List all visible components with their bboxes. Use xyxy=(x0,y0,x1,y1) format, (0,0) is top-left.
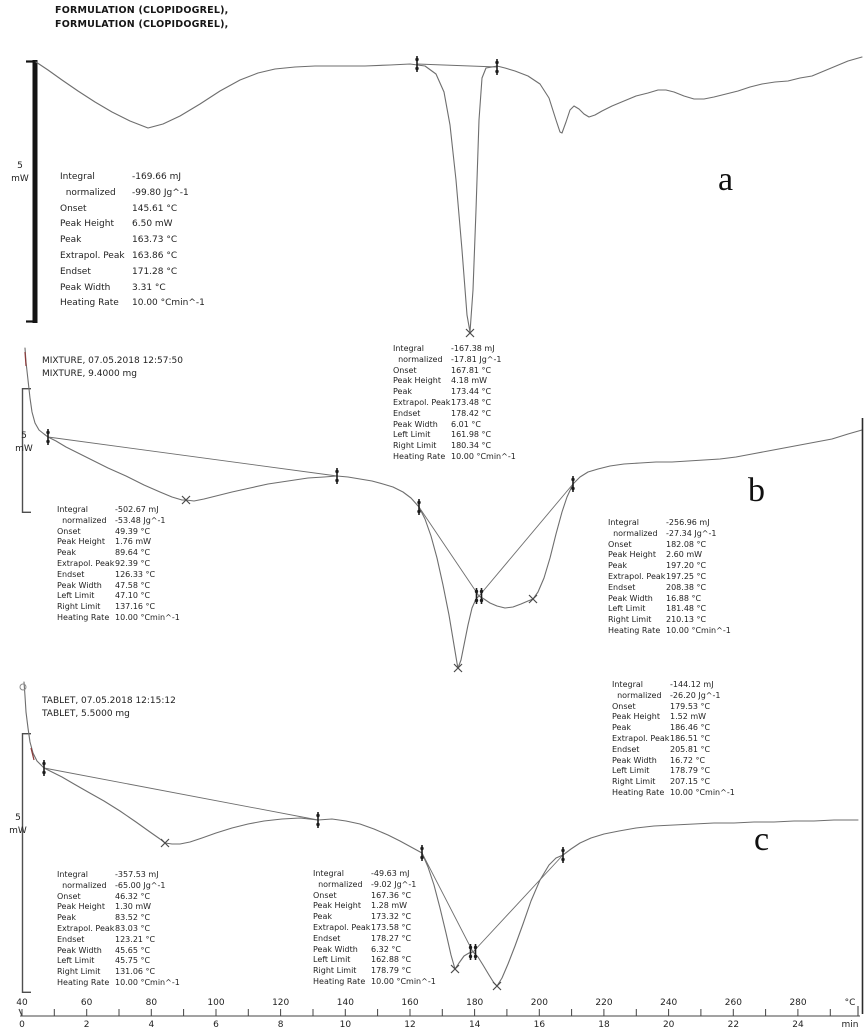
analysis-row xyxy=(57,591,180,602)
analysis-label: Peak Width xyxy=(393,419,438,429)
analysis-row xyxy=(608,604,731,615)
analysis-value: 178.79 °C xyxy=(670,766,711,776)
axis-time-label: 8 xyxy=(277,1020,284,1030)
axis-time-label: 10 xyxy=(339,1020,352,1030)
analysis-value: 10.00 °Cmin^-1 xyxy=(115,977,180,987)
analysis-row xyxy=(60,296,205,312)
analysis-value: 16.72 °C xyxy=(670,755,706,765)
analysis-label: Extrapol. Peak xyxy=(57,923,115,933)
analysis-row xyxy=(608,594,731,605)
analysis-row xyxy=(57,978,180,989)
analysis-row xyxy=(57,548,180,559)
analysis-label: Peak Width xyxy=(60,282,111,293)
scale-unit: mW xyxy=(11,174,29,184)
analysis-value: 45.75 °C xyxy=(115,956,151,966)
scale-value: 5 xyxy=(21,431,27,441)
analysis-label: Heating Rate xyxy=(57,612,110,622)
axis-time-label: 16 xyxy=(533,1020,546,1030)
analysis-value: 4.18 mW xyxy=(451,376,488,386)
analysis-row xyxy=(612,702,735,713)
analysis-value: 126.33 °C xyxy=(115,569,156,579)
analysis-value: -17.81 Jg^-1 xyxy=(451,354,502,364)
analysis-value: 1.76 mW xyxy=(115,537,152,547)
analysis-label: Peak Width xyxy=(57,945,102,955)
analysis-value: 197.25 °C xyxy=(666,571,707,581)
sample-info-c-2: TABLET, 5.5000 mg xyxy=(42,709,130,719)
analysis-label: normalized xyxy=(313,879,363,889)
analysis-row xyxy=(608,518,731,529)
analysis-value: -49.63 mJ xyxy=(371,869,410,878)
analysis-label: Peak xyxy=(57,913,76,923)
analysis-label: Integral xyxy=(612,680,643,689)
analysis-value: 182.08 °C xyxy=(666,539,707,549)
analysis-value: 167.36 °C xyxy=(371,890,412,900)
analysis-row xyxy=(313,966,436,977)
analysis-row xyxy=(313,869,436,880)
analysis-value: 178.27 °C xyxy=(371,933,412,943)
analysis-value: 10.00 °Cmin^-1 xyxy=(371,976,436,986)
analysis-value: -99.80 Jg^-1 xyxy=(132,187,189,198)
analysis-row xyxy=(393,441,516,452)
axis-time-label: 2 xyxy=(83,1020,90,1030)
axis-temp-label: 60 xyxy=(80,998,93,1008)
analysis-label: Onset xyxy=(608,539,632,549)
analysis-value: 180.34 °C xyxy=(451,441,492,451)
axis-time-label: 18 xyxy=(598,1020,610,1030)
analysis-value: 6.01 °C xyxy=(451,419,481,429)
axis-temp-label: 280 xyxy=(789,998,807,1008)
analysis-label: normalized xyxy=(57,515,107,525)
analysis-row xyxy=(612,777,735,788)
analysis-label: Right Limit xyxy=(393,441,437,451)
analysis-label: Endset xyxy=(57,934,85,944)
analysis-value: 181.48 °C xyxy=(666,604,707,614)
axis-temp-label: 160 xyxy=(401,998,419,1008)
title-line-2: FORMULATION (CLOPIDOGREL), xyxy=(55,18,229,30)
analysis-label: normalized xyxy=(612,690,662,700)
analysis-value: -65.00 Jg^-1 xyxy=(115,880,166,890)
analysis-value: 10.00 °Cmin^-1 xyxy=(451,451,516,461)
analysis-value: -26.20 Jg^-1 xyxy=(670,690,721,700)
analysis-label: Heating Rate xyxy=(313,976,366,986)
analysis-row xyxy=(313,977,436,988)
analysis-value: 47.10 °C xyxy=(115,591,151,601)
analysis-value: 173.44 °C xyxy=(451,387,492,397)
analysis-label: Integral xyxy=(313,869,344,878)
analysis-value: 10.00 °Cmin^-1 xyxy=(666,625,731,635)
analysis-label: Peak Width xyxy=(608,593,653,603)
sample-info-b-2: MIXTURE, 9.4000 mg xyxy=(42,369,138,379)
analysis-value: 173.58 °C xyxy=(371,922,412,932)
analysis-block-b2 xyxy=(57,505,180,624)
analysis-row xyxy=(60,265,205,281)
analysis-value: 197.20 °C xyxy=(666,561,707,571)
panel-label-a: a xyxy=(718,161,734,198)
analysis-label: Peak Height xyxy=(313,901,361,911)
page-title xyxy=(55,4,228,31)
analysis-row xyxy=(57,581,180,592)
peak-x-mark xyxy=(493,982,501,990)
analysis-row xyxy=(313,934,436,945)
analysis-value: 208.38 °C xyxy=(666,582,707,592)
analysis-label: Onset xyxy=(612,701,636,711)
analysis-row xyxy=(393,344,516,355)
analysis-value: 123.21 °C xyxy=(115,934,156,944)
axis-temp-label: 40 xyxy=(16,998,28,1008)
analysis-label: Integral xyxy=(57,505,88,514)
x-axis-ticks xyxy=(22,1009,830,1016)
axis-temp-label: 80 xyxy=(145,998,158,1008)
peak-x-mark xyxy=(451,965,459,973)
analysis-label: Peak Width xyxy=(612,755,657,765)
axis-time-label: 22 xyxy=(727,1020,740,1030)
sample-info-c-1: TABLET, 07.05.2018 12:15:12 xyxy=(42,696,176,706)
analysis-row xyxy=(608,626,731,637)
analysis-value: 10.00 °Cmin^-1 xyxy=(132,298,205,309)
analysis-label: Heating Rate xyxy=(612,787,665,797)
analysis-label: Left Limit xyxy=(608,604,646,614)
analysis-value: 83.52 °C xyxy=(115,913,151,923)
analysis-label: normalized xyxy=(60,187,116,198)
analysis-label: Right Limit xyxy=(57,602,101,612)
title-line-1: FORMULATION (CLOPIDOGREL), xyxy=(55,5,229,16)
analysis-row xyxy=(57,913,180,924)
analysis-value: 46.32 °C xyxy=(115,891,151,901)
axis-time-unit: min xyxy=(841,1020,859,1030)
analysis-value: 163.73 °C xyxy=(132,235,178,246)
analysis-block-c1 xyxy=(612,680,735,799)
analysis-label: normalized xyxy=(57,880,107,890)
scale-value: 5 xyxy=(17,161,23,171)
analysis-value: 6.32 °C xyxy=(371,944,401,954)
analysis-value: 145.61 °C xyxy=(132,203,178,214)
analysis-row xyxy=(612,723,735,734)
analysis-row xyxy=(608,529,731,540)
analysis-row xyxy=(313,945,436,956)
analysis-row xyxy=(608,572,731,583)
scale-bracket-c xyxy=(23,733,32,993)
limit-marker xyxy=(475,588,478,604)
analysis-label: Endset xyxy=(60,266,91,277)
analysis-value: 173.48 °C xyxy=(451,397,492,407)
analysis-row xyxy=(393,430,516,441)
analysis-label: Peak Width xyxy=(57,580,102,590)
analysis-label: Left Limit xyxy=(393,430,431,440)
analysis-label: Onset xyxy=(313,890,337,900)
analysis-value: -144.12 mJ xyxy=(670,680,714,689)
analysis-value: 6.50 mW xyxy=(132,219,173,230)
analysis-value: 3.31 °C xyxy=(132,282,166,293)
axis-time-label: 24 xyxy=(792,1020,804,1030)
scale-bar-label-a xyxy=(4,160,36,186)
analysis-value: -502.67 mJ xyxy=(115,505,159,514)
axis-temp-unit: °C xyxy=(844,998,856,1008)
limit-marker xyxy=(480,588,483,604)
analysis-row xyxy=(393,420,516,431)
sample-info-b-1: MIXTURE, 07.05.2018 12:57:50 xyxy=(42,356,183,366)
analysis-row xyxy=(612,745,735,756)
analysis-value: 210.13 °C xyxy=(666,615,707,625)
axis-time-label: 14 xyxy=(468,1020,481,1030)
analysis-label: Extrapol. Peak xyxy=(57,558,115,568)
analysis-block-a1 xyxy=(60,170,205,312)
analysis-value: 131.06 °C xyxy=(115,967,156,977)
axis-tick-marks xyxy=(22,1009,830,1016)
analysis-label: Peak xyxy=(313,912,332,922)
analysis-value: 173.32 °C xyxy=(371,912,412,922)
analysis-label: Endset xyxy=(393,408,421,418)
analysis-label: Endset xyxy=(608,582,636,592)
analysis-value: 10.00 °Cmin^-1 xyxy=(670,787,735,797)
analysis-label: Heating Rate xyxy=(60,298,119,309)
analysis-label: Peak Height xyxy=(608,550,656,560)
analysis-label: Integral xyxy=(393,344,424,353)
scale-unit: mW xyxy=(9,826,27,836)
scale-bar-label-b xyxy=(8,430,40,456)
analysis-label: Extrapol. Peak xyxy=(608,571,666,581)
analysis-label: Endset xyxy=(313,933,341,943)
analysis-label: Onset xyxy=(393,365,417,375)
limit-marker xyxy=(474,944,477,960)
axis-temp-label: 200 xyxy=(530,998,548,1008)
analysis-label: normalized xyxy=(393,354,443,364)
analysis-row xyxy=(60,170,205,186)
analysis-row xyxy=(57,892,180,903)
analysis-block-c2 xyxy=(57,870,180,989)
analysis-label: Extrapol. Peak xyxy=(313,922,371,932)
analysis-row xyxy=(57,956,180,967)
analysis-label: Integral xyxy=(60,172,95,182)
analysis-label: Onset xyxy=(60,203,87,214)
analysis-label: Peak Width xyxy=(313,944,358,954)
analysis-row xyxy=(57,602,180,613)
analysis-value: 178.79 °C xyxy=(371,966,412,976)
analysis-label: Left Limit xyxy=(612,766,650,776)
analysis-row xyxy=(393,355,516,366)
axis-temp-label: 140 xyxy=(336,998,354,1008)
analysis-row xyxy=(612,756,735,767)
analysis-row xyxy=(313,880,436,891)
analysis-value: 1.28 mW xyxy=(371,901,408,911)
analysis-value: -9.02 Jg^-1 xyxy=(371,879,417,889)
analysis-row xyxy=(608,615,731,626)
axis-time-label: 6 xyxy=(213,1020,219,1030)
axis-time-label: 12 xyxy=(404,1020,416,1030)
analysis-block-c3 xyxy=(313,869,436,988)
analysis-row xyxy=(57,946,180,957)
scale-value: 5 xyxy=(15,813,21,823)
analysis-row xyxy=(57,881,180,892)
analysis-row xyxy=(313,923,436,934)
analysis-value: 167.81 °C xyxy=(451,365,492,375)
analysis-label: Left Limit xyxy=(313,955,351,965)
analysis-value: -357.53 mJ xyxy=(115,870,159,879)
analysis-label: Peak xyxy=(60,235,82,246)
analysis-label: Onset xyxy=(57,526,81,536)
analysis-row xyxy=(608,583,731,594)
analysis-row xyxy=(393,376,516,387)
peak-x-mark xyxy=(529,595,537,603)
analysis-row xyxy=(60,249,205,265)
analysis-row xyxy=(57,516,180,527)
scale-unit: mW xyxy=(15,444,33,454)
analysis-value: 47.58 °C xyxy=(115,580,151,590)
analysis-row xyxy=(57,527,180,538)
analysis-row xyxy=(393,366,516,377)
analysis-row xyxy=(313,891,436,902)
analysis-value: 207.15 °C xyxy=(670,777,711,787)
analysis-label: Endset xyxy=(57,569,85,579)
analysis-block-b3 xyxy=(608,518,731,637)
axis-temp-label: 120 xyxy=(272,998,290,1008)
scale-bar-label-c xyxy=(2,812,34,838)
analysis-label: Extrapol. Peak xyxy=(60,250,125,261)
axis-time-label: 4 xyxy=(148,1020,155,1030)
analysis-value: 16.88 °C xyxy=(666,593,702,603)
analysis-label: Heating Rate xyxy=(57,977,110,987)
analysis-row xyxy=(393,452,516,463)
scale-bracket-a xyxy=(26,60,36,323)
analysis-label: Peak Height xyxy=(60,219,114,230)
analysis-row xyxy=(608,550,731,561)
analysis-label: Heating Rate xyxy=(393,451,446,461)
analysis-value: 45.65 °C xyxy=(115,945,151,955)
analysis-label: Peak xyxy=(393,387,412,397)
limit-marker xyxy=(571,476,574,492)
axis-temp-label: 180 xyxy=(466,998,484,1008)
analysis-label: Left Limit xyxy=(57,591,95,601)
analysis-value: 1.30 mW xyxy=(115,902,152,912)
analysis-row xyxy=(313,901,436,912)
analysis-value: -256.96 mJ xyxy=(666,518,710,527)
analysis-value: 163.86 °C xyxy=(132,250,178,261)
analysis-label: Extrapol. Peak xyxy=(393,397,451,407)
analysis-row xyxy=(57,935,180,946)
analysis-row xyxy=(393,398,516,409)
analysis-row xyxy=(57,505,180,516)
axis-temp-label: 220 xyxy=(595,998,613,1008)
analysis-row xyxy=(57,967,180,978)
panel-label-b: b xyxy=(748,472,765,509)
analysis-label: Peak Height xyxy=(57,537,105,547)
analysis-value: 161.98 °C xyxy=(451,430,492,440)
analysis-label: Right Limit xyxy=(313,966,357,976)
analysis-row xyxy=(60,202,205,218)
axis-time-label: 20 xyxy=(662,1020,675,1030)
analysis-value: 92.39 °C xyxy=(115,558,151,568)
axis-time-label: 0 xyxy=(19,1020,25,1030)
analysis-row xyxy=(57,924,180,935)
analysis-value: -167.38 mJ xyxy=(451,344,495,353)
axis-temp-label: 260 xyxy=(724,998,742,1008)
analysis-label: Peak Height xyxy=(57,902,105,912)
analysis-row xyxy=(612,691,735,702)
analysis-value: 179.53 °C xyxy=(670,701,711,711)
analysis-label: Endset xyxy=(612,744,640,754)
analysis-label: Peak xyxy=(608,561,627,571)
axis-temp-label: 100 xyxy=(207,998,225,1008)
analysis-row xyxy=(608,540,731,551)
analysis-row xyxy=(393,387,516,398)
analysis-value: 89.64 °C xyxy=(115,548,151,558)
analysis-label: Integral xyxy=(608,518,639,527)
analysis-label: Right Limit xyxy=(57,967,101,977)
analysis-value: 2.60 mW xyxy=(666,550,703,560)
analysis-label: Peak Height xyxy=(612,712,660,722)
analysis-label: Right Limit xyxy=(608,615,652,625)
analysis-row xyxy=(612,712,735,723)
analysis-row xyxy=(57,537,180,548)
analysis-value: 49.39 °C xyxy=(115,526,151,536)
analysis-value: 1.52 mW xyxy=(670,712,707,722)
analysis-value: 205.81 °C xyxy=(670,744,711,754)
analysis-value: 137.16 °C xyxy=(115,602,156,612)
analysis-row xyxy=(60,217,205,233)
analysis-value: 83.03 °C xyxy=(115,923,151,933)
analysis-label: Right Limit xyxy=(612,777,656,787)
analysis-row xyxy=(57,870,180,881)
limit-marker xyxy=(417,499,420,515)
analysis-label: Peak xyxy=(57,548,76,558)
analysis-row xyxy=(60,233,205,249)
analysis-value: -169.66 mJ xyxy=(132,172,182,182)
analysis-block-b1 xyxy=(393,344,516,463)
analysis-label: Left Limit xyxy=(57,956,95,966)
analysis-row xyxy=(313,955,436,966)
panel-label-c: c xyxy=(754,821,770,858)
analysis-row xyxy=(612,680,735,691)
analysis-value: 186.46 °C xyxy=(670,723,711,733)
analysis-label: Onset xyxy=(57,891,81,901)
limit-marker xyxy=(420,845,423,861)
analysis-row xyxy=(313,912,436,923)
analysis-row xyxy=(57,559,180,570)
analysis-row xyxy=(60,281,205,297)
analysis-row xyxy=(57,902,180,913)
analysis-row xyxy=(57,613,180,624)
analysis-row xyxy=(393,409,516,420)
analysis-label: Peak xyxy=(612,723,631,733)
analysis-label: Heating Rate xyxy=(608,625,661,635)
analysis-row xyxy=(60,186,205,202)
analysis-row xyxy=(612,734,735,745)
analysis-label: normalized xyxy=(608,528,658,538)
analysis-value: 162.88 °C xyxy=(371,955,412,965)
analysis-row xyxy=(612,766,735,777)
analysis-value: 178.42 °C xyxy=(451,408,492,418)
analysis-value: 171.28 °C xyxy=(132,266,178,277)
analysis-label: Extrapol. Peak xyxy=(612,733,670,743)
analysis-value: 186.51 °C xyxy=(670,733,711,743)
analysis-row xyxy=(608,561,731,572)
analysis-row xyxy=(57,570,180,581)
analysis-value: -53.48 Jg^-1 xyxy=(115,515,166,525)
analysis-value: 10.00 °Cmin^-1 xyxy=(115,612,180,622)
analysis-row xyxy=(612,788,735,799)
analysis-label: Peak Height xyxy=(393,376,441,386)
analysis-label: Integral xyxy=(57,870,88,879)
axis-temp-label: 240 xyxy=(660,998,678,1008)
analysis-value: -27.34 Jg^-1 xyxy=(666,528,717,538)
